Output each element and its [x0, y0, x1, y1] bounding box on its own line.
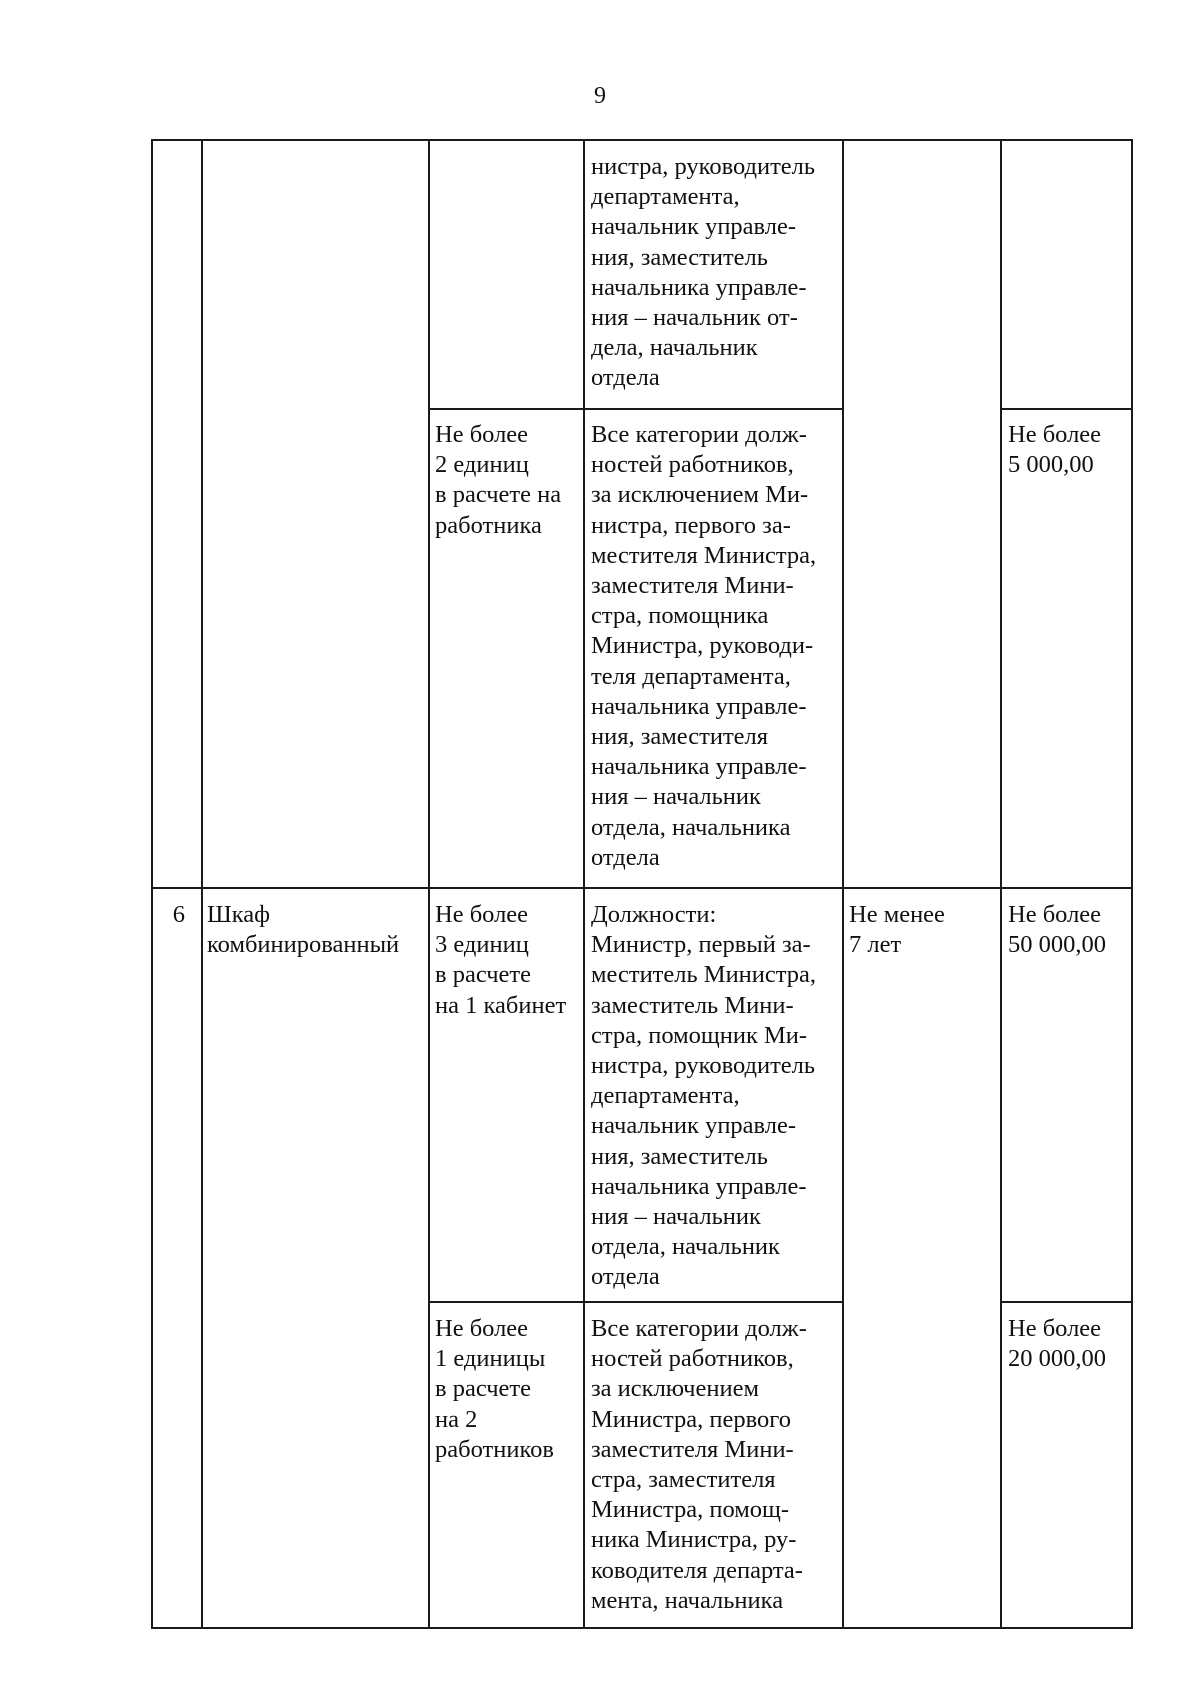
block2-term-cell: Не менее 7 лет: [849, 901, 945, 959]
col-divider-quantity: [583, 139, 585, 1629]
table-left-border: [151, 139, 153, 1629]
block1-row1-position-cell: нистра, руководитель департамента, начальник управле- ния, заместитель начальника управле- ния – начальник от- дела, начальник отдела: [591, 153, 816, 392]
block1-row2-position-cell: Все категории долж- ностей работников, за исключением Ми- нистра, первого за- местителя Министра, заместителя Мини- стра, помощника Министра, руководи- теля департамента, начальника управле- ния, заместителя начальника управле- ния – начальник отдела, начальника отдела: [591, 421, 817, 871]
block2-row1-quantity-cell: Не более 3 единиц в расчете на 1 кабинет: [435, 901, 567, 1019]
page-number: 9: [594, 83, 606, 109]
block2-row-divider: [429, 1301, 843, 1303]
col-divider-name: [428, 139, 430, 1629]
block2-name-cell: Шкаф комбинированный: [207, 901, 400, 959]
block2-row2-price-cell: Не более 20 000,00: [1008, 1315, 1106, 1373]
block-divider: [151, 887, 1133, 889]
table-right-border: [1131, 139, 1133, 1629]
col-divider-position: [842, 139, 844, 1629]
table-top-border: [151, 139, 1133, 141]
col-divider-term: [1000, 139, 1002, 1629]
block1-row-divider: [429, 408, 843, 410]
block2-price-divider: [1000, 1301, 1133, 1303]
col-divider-number: [201, 139, 203, 1629]
table-bottom-border: [151, 1627, 1133, 1629]
block2-row2-quantity-cell: Не более 1 единицы в расчете на 2 работников: [435, 1315, 554, 1463]
block1-price-divider: [1000, 408, 1133, 410]
block2-row1-price-cell: Не более 50 000,00: [1008, 901, 1106, 959]
block2-number-cell: 6: [172, 901, 185, 928]
block1-row2-price-cell: Не более 5 000,00: [1008, 421, 1102, 479]
block1-row2-quantity-cell: Не более 2 единиц в расчете на работника: [435, 421, 562, 539]
block2-row2-position-cell: Все категории долж- ностей работников, за исключением Министра, первого заместителя Мини- стра, заместителя Министра, помощ- ника Министра, ру- ководителя департа- мента, начальника: [591, 1315, 807, 1614]
block2-row1-position-cell: Должности: Министр, первый за- меститель Министра, заместитель Мини- стра, помощник Ми- нистра, руководитель департамента, начальник управле- ния, заместитель начальника управле- ния – начальник отдела, начальник отдела: [591, 901, 817, 1291]
